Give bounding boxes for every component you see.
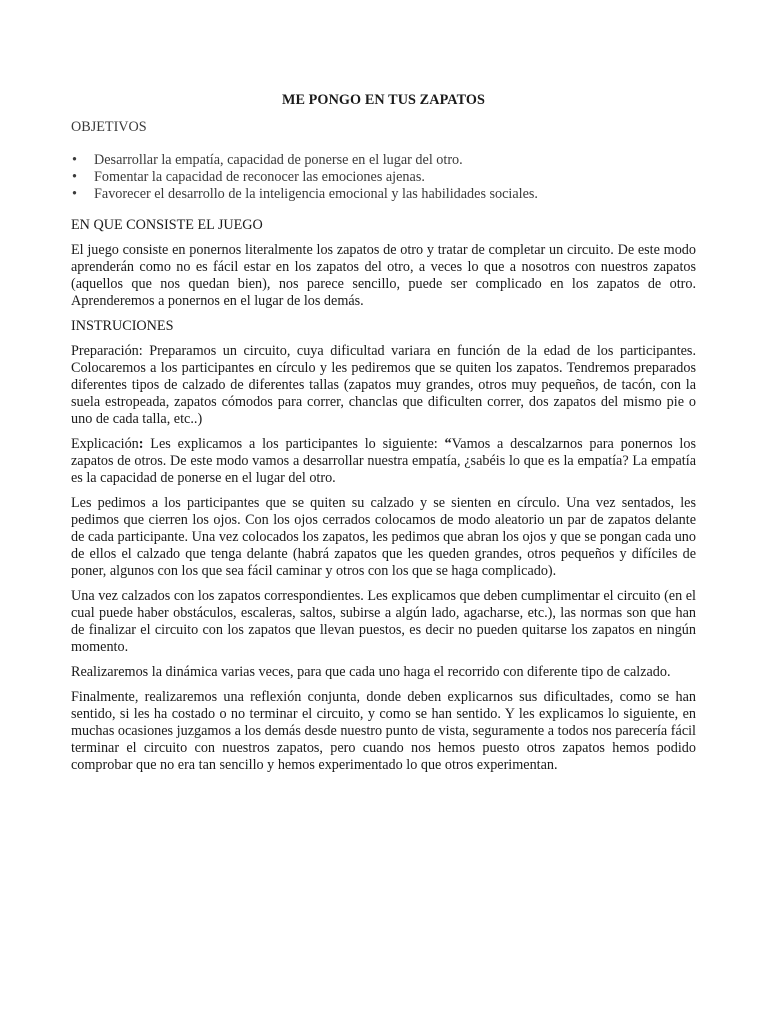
paragraph-circuit-rules: Una vez calzados con los zapatos correspondientes. Les explicamos que deben cumplimentar el circuito (en el cual puede haber obstáculos, escaleras, saltos, subirse a algún lado, agacharse, etc.), las normas son que han de finalizar el circuito con los zapatos que llevan puestos, es decir no pueden quitarse los zapatos en ningún momento.: [71, 588, 696, 655]
game-paragraph: El juego consiste en ponernos literalmente los zapatos de otro y tratar de completar un circuito. De este modo aprenderán como no es fácil estar en los zapatos del otro, a veces lo que a nosotros con nuestros zapatos (aquellos que nos quedan bien), nos parece sencillo, puede ser complicado en los zapatos de otro. Aprenderemos a ponernos en el lugar de los demás.: [71, 242, 696, 309]
objectives-heading: OBJETIVOS: [71, 119, 147, 135]
preparation-text: Preparamos un circuito, cuya dificultad variara en función de la edad de los participantes. Colocaremos a los participantes en círculo y les pediremos que se quiten los zapatos. Tendremos preparados diferentes tipos de calzado de diferentes tallas (zapatos muy grandes, otros muy pequeños, de tacón, con la suela estropeada, zapatos cómodos para correr, chanclas que dificulten correr, dos zapatos del mismo pie o uno de cada talla, etc..): [71, 343, 696, 427]
document-title: ME PONGO EN TUS ZAPATOS: [281, 92, 486, 108]
paragraph-shoes-placement: Les pedimos a los participantes que se quiten su calzado y se sienten en círculo. Una vez sentados, les pedimos que cierren los ojos. Con los ojos cerrados colocamos de modo aleatorio un par de zapatos delante de cada participante. Una vez colocados los zapatos, les pedimos que abran los ojos y que se pongan cada uno de ellos el calzado que tenga delante (habrá zapatos que les queden grandes, otros pequeños y difíciles de poner, algunos con los que sea fácil caminar y otros con los que se haga complicado).: [71, 495, 696, 579]
list-item: • Favorecer el desarrollo de la inteligencia emocional y las habilidades sociales.: [71, 186, 696, 203]
explanation-label: Explicación: [71, 436, 139, 452]
paragraph-repeat: Realizaremos la dinámica varias veces, para que cada uno haga el recorrido con diferente tipo de calzado.: [71, 664, 671, 680]
explanation-paragraph: [71, 436, 696, 487]
explanation-text-b: Vamos a descalzarnos para ponernos los zapatos de otros. De este modo vamos a desarrollar nuestra empatía, ¿sabéis lo que es la empatía? La empatía es la capacidad de ponerse en el lugar del otro.: [71, 436, 696, 486]
game-heading: EN QUE CONSISTE EL JUEGO: [71, 217, 263, 233]
explanation-text-a: Les explicamos a los participantes lo siguiente:: [143, 436, 445, 452]
paragraph-reflection: Finalmente, realizaremos una reflexión conjunta, donde deben explicarnos sus dificultades, como se han sentido, si les ha costado o no terminar el circuito, y como se han sentido. Y les explicamos lo siguiente, en muchas ocasiones juzgamos a los demás desde nuestro punto de vista, seguramente a todos nos parecería fácil terminar el circuito con nuestros zapatos, pero cuando nos hemos puesto otros zapatos hemos podido comprobar que no era tan sencillo y hemos experimentado lo que otros experimentan.: [71, 689, 696, 773]
explanation-quote: “: [444, 436, 452, 452]
preparation-label: Preparación:: [71, 343, 143, 359]
list-item: • Desarrollar la empatía, capacidad de ponerse en el lugar del otro.: [71, 152, 696, 169]
instructions-heading: INSTRUCIONES: [71, 318, 174, 334]
preparation-paragraph: [71, 343, 696, 428]
objectives-list: [71, 152, 696, 203]
explanation-colon: :: [138, 436, 144, 452]
list-item: • Fomentar la capacidad de reconocer las emociones ajenas.: [71, 169, 696, 186]
